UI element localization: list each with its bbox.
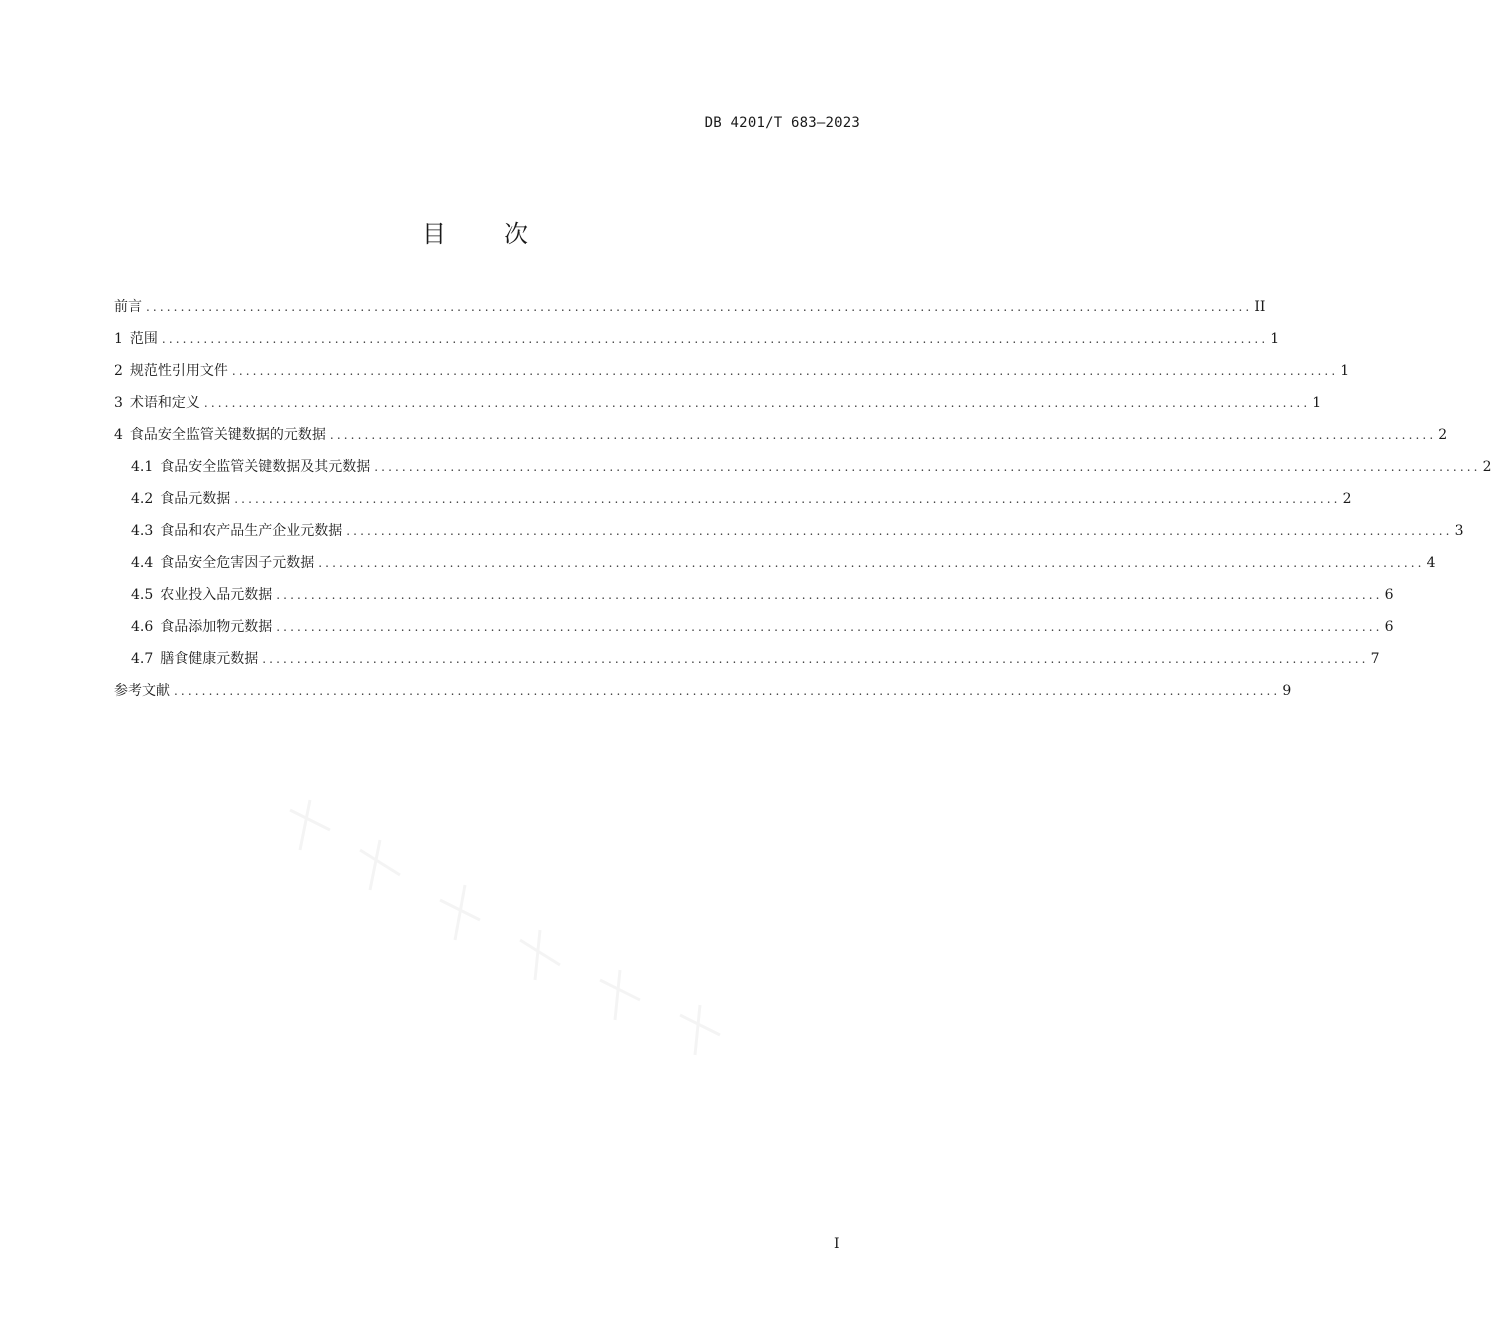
toc-entry-4-2[interactable] xyxy=(114,477,1352,509)
toc-entry-4[interactable] xyxy=(114,413,1448,445)
toc-entry-page: 4 xyxy=(1426,555,1436,571)
toc-entry-label: 参考文献 xyxy=(114,683,170,699)
toc-title-char-2: 次 xyxy=(504,220,528,249)
toc-entry-page: 1 xyxy=(1270,331,1280,347)
toc-entry-page: 2 xyxy=(1482,459,1492,475)
toc-title-char-1: 目 xyxy=(422,220,446,249)
dot-leader: ................................................................................................................................................................ xyxy=(346,524,1453,538)
toc-entry-1[interactable] xyxy=(114,317,1280,349)
toc-entry-label: 4.7 膳食健康元数据 xyxy=(131,651,259,667)
watermark xyxy=(270,780,790,1080)
toc-title xyxy=(0,214,950,249)
toc-entry-page: 6 xyxy=(1384,587,1394,603)
dot-leader: ................................................................................................................................................................ xyxy=(231,364,1339,378)
toc-entry-page: 7 xyxy=(1370,651,1380,667)
toc-entry-label: 前言 xyxy=(114,299,142,315)
dot-leader: ................................................................................................................................................................ xyxy=(276,588,1383,602)
dot-leader: ................................................................................................................................................................ xyxy=(329,428,1437,442)
toc-entry-page: 3 xyxy=(1454,523,1464,539)
page-number: I xyxy=(834,1236,840,1252)
toc-entry-2[interactable] xyxy=(114,349,1350,381)
toc-entry-label: 4.4 食品安全危害因子元数据 xyxy=(131,555,315,571)
toc-entry-label: 1 范围 xyxy=(114,331,158,347)
toc-entry-4-1[interactable] xyxy=(114,445,1492,477)
dot-leader: ................................................................................................................................................................ xyxy=(146,300,1253,314)
toc-entry-4-6[interactable] xyxy=(114,605,1394,637)
toc-entry-label: 4.2 食品元数据 xyxy=(131,491,231,507)
toc-entry-page: 2 xyxy=(1342,491,1352,507)
toc-entry-4-4[interactable] xyxy=(114,541,1436,573)
toc-entry-3[interactable] xyxy=(114,381,1322,413)
toc-entry-page: 1 xyxy=(1340,363,1350,379)
dot-leader: ................................................................................................................................................................ xyxy=(318,556,1425,570)
table-of-contents xyxy=(114,285,1492,701)
toc-entry-label: 4.3 食品和农产品生产企业元数据 xyxy=(131,523,343,539)
toc-entry-label: 4.1 食品安全监管关键数据及其元数据 xyxy=(131,459,371,475)
toc-entry-label: 4.6 食品添加物元数据 xyxy=(131,619,273,635)
toc-entry-page: 2 xyxy=(1438,427,1448,443)
toc-entry-page: 9 xyxy=(1282,683,1292,699)
toc-entry-page: 1 xyxy=(1312,395,1322,411)
dot-leader: ................................................................................................................................................................ xyxy=(161,332,1269,346)
document-code: DB 4201/T 683—2023 xyxy=(704,115,860,131)
toc-entry-label: 4 食品安全监管关键数据的元数据 xyxy=(114,427,326,443)
toc-entry-4-3[interactable] xyxy=(114,509,1464,541)
dot-leader: ................................................................................................................................................................ xyxy=(203,396,1311,410)
toc-entry-preface[interactable] xyxy=(114,285,1266,317)
dot-leader: ................................................................................................................................................................ xyxy=(234,492,1341,506)
dot-leader: ................................................................................................................................................................ xyxy=(262,652,1369,666)
dot-leader: ................................................................................................................................................................ xyxy=(374,460,1481,474)
toc-entry-page: II xyxy=(1254,299,1266,315)
toc-entry-page: 6 xyxy=(1384,619,1394,635)
toc-entry-label: 2 规范性引用文件 xyxy=(114,363,228,379)
toc-entry-label: 3 术语和定义 xyxy=(114,395,200,411)
toc-entry-4-7[interactable] xyxy=(114,637,1380,669)
toc-entry-label: 4.5 农业投入品元数据 xyxy=(131,587,273,603)
toc-entry-references[interactable] xyxy=(114,669,1292,701)
toc-entry-4-5[interactable] xyxy=(114,573,1394,605)
dot-leader: ................................................................................................................................................................ xyxy=(276,620,1383,634)
dot-leader: ................................................................................................................................................................ xyxy=(174,684,1281,698)
